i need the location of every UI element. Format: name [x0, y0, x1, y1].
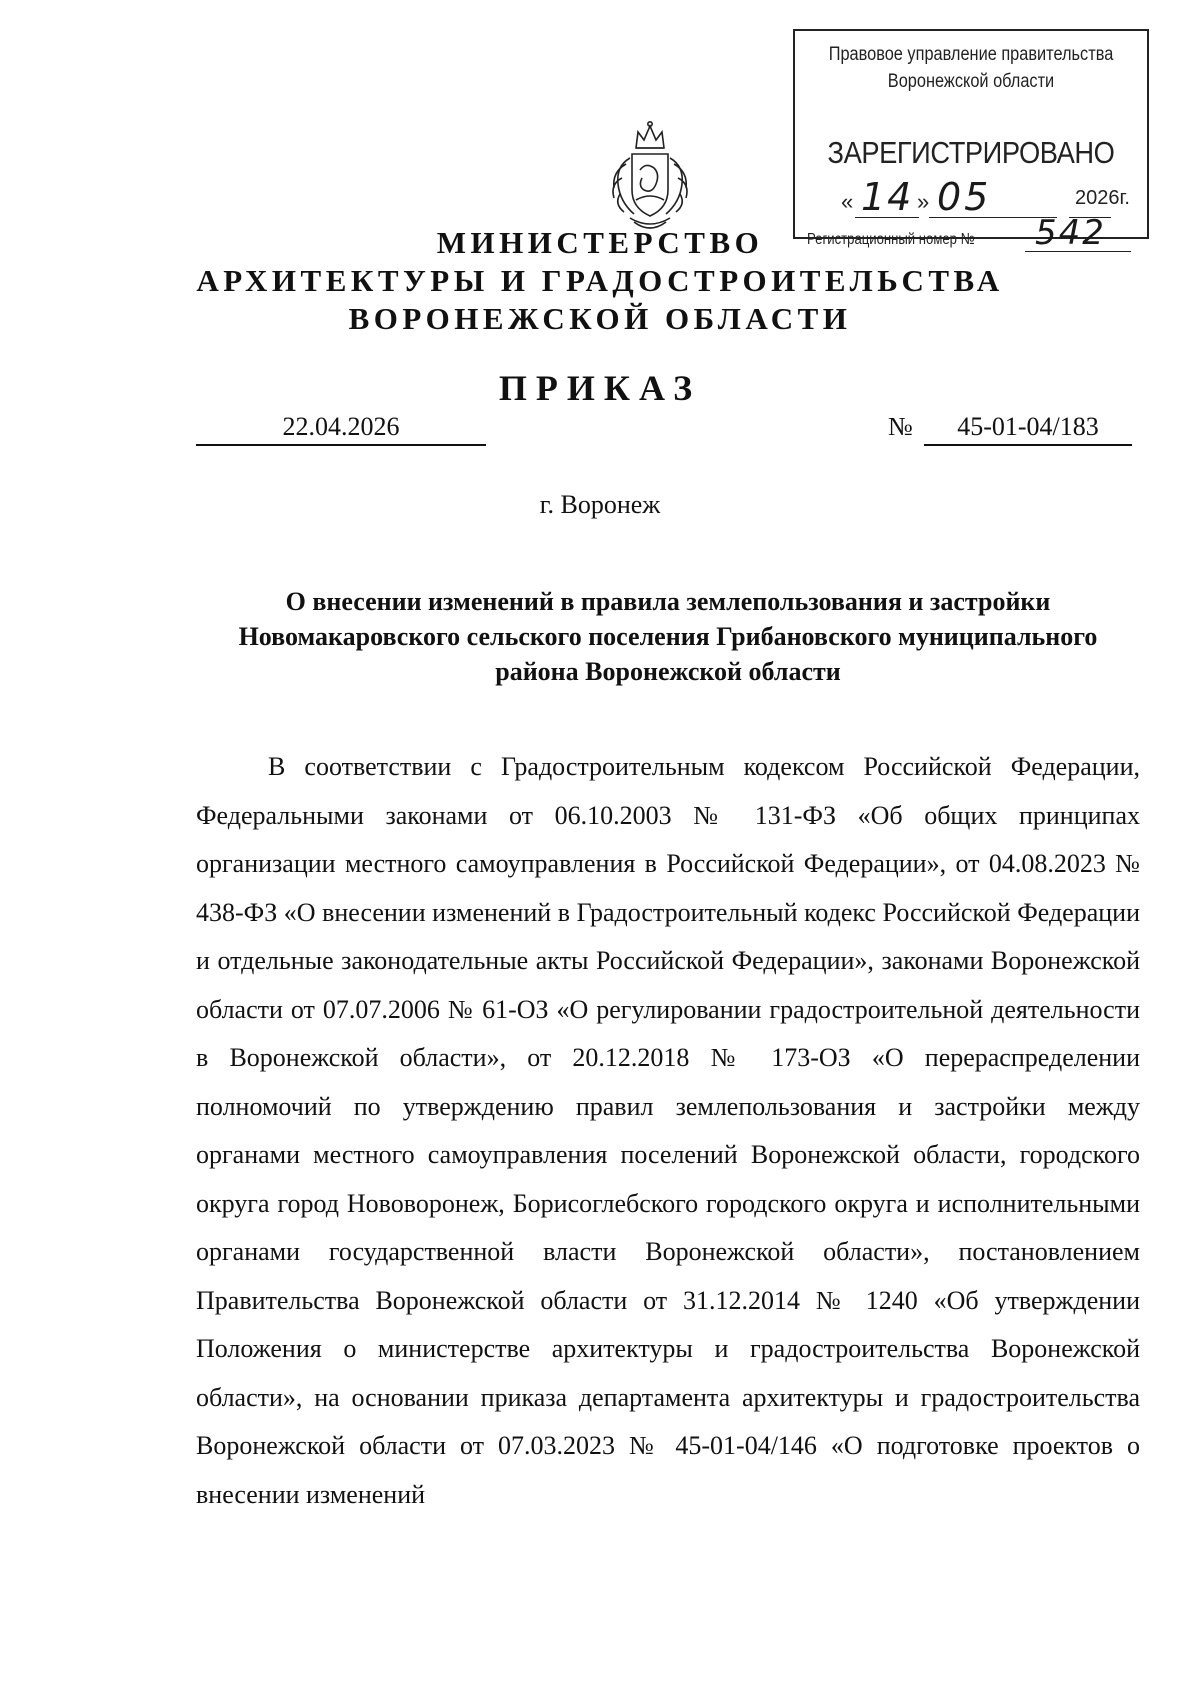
number-underline [924, 444, 1132, 446]
document-body: В соответствии с Градостроительным кодексом Российской Федерации, Федеральными законами от 06.10.2003 № 131-ФЗ «Об общих принципах организации местного самоуправления в Российской Федерации», от 04.08.2023 № 438-ФЗ «О внесении изменений в Градостроительный кодекс Российской Федерации и отдельные законодательные акты Российской Федерации», законами Воронежской области от 07.07.2006 № 61-ОЗ «О регулировании градостроительной деятельности в Воронежской области», от 20.12.2018 № 173-ОЗ «О перераспределении полномочий по утверждению правил землепользования и застройки между органами местного самоуправления поселений Воронежской области, городского округа город Нововоронеж, Борисоглебского городского округа и исполнительными органами государственной власти Воронежской области», постановлением Правительства Воронежской области от 31.12.2014 № 1240 «Об утверждении Положения о министерстве архитектуры и градостроительства Воронежской области», на основании приказа департамента архитектуры и градостроительства Воронежской области от 07.03.2023 № 45-01-04/146 «О подготовке проектов о внесении изменений [196, 752, 1140, 1509]
document-city: г. Воронеж [539, 490, 661, 519]
stamp-org-line1: Правовое управление правительства [828, 44, 1114, 65]
document-type: ПРИКАЗ [498, 368, 702, 408]
stamp-date: « 14 » 05 2026г. [841, 175, 1130, 219]
stamp-year: 2026г. [1075, 187, 1130, 209]
stamp-day: 14 [861, 175, 914, 219]
document-date: 22.04.2026 [282, 412, 400, 441]
stamp-reg-label: Регистрационный номер № [807, 231, 975, 248]
stamp-month: 05 [937, 175, 992, 219]
coat-of-arms-icon [600, 118, 700, 238]
ministry-name-line3: ВОРОНЕЖСКОЙ ОБЛАСТИ [348, 301, 852, 336]
stamp-organization [820, 41, 1123, 95]
document-subject: О внесении изменений в правила землепользования и застройки Новомакаровского сельского поселения Грибановского муниципального района Воронежской области [238, 587, 1098, 686]
registration-stamp [793, 29, 1149, 253]
stamp-org-line2: Воронежской области [887, 71, 1055, 92]
stamp-status: ЗАРЕГИСТРИРОВАНО [827, 135, 1115, 170]
ministry-name-line2: АРХИТЕКТУРЫ И ГРАДОСТРОИТЕЛЬСТВА [196, 263, 1004, 298]
stamp-reg-number: 542 [1035, 213, 1106, 253]
date-underline [196, 444, 486, 446]
document-number: 45-01-04/183 [957, 412, 1099, 441]
number-sign: № [888, 412, 913, 441]
ministry-name-line1: МИНИСТЕРСТВО [436, 225, 764, 260]
